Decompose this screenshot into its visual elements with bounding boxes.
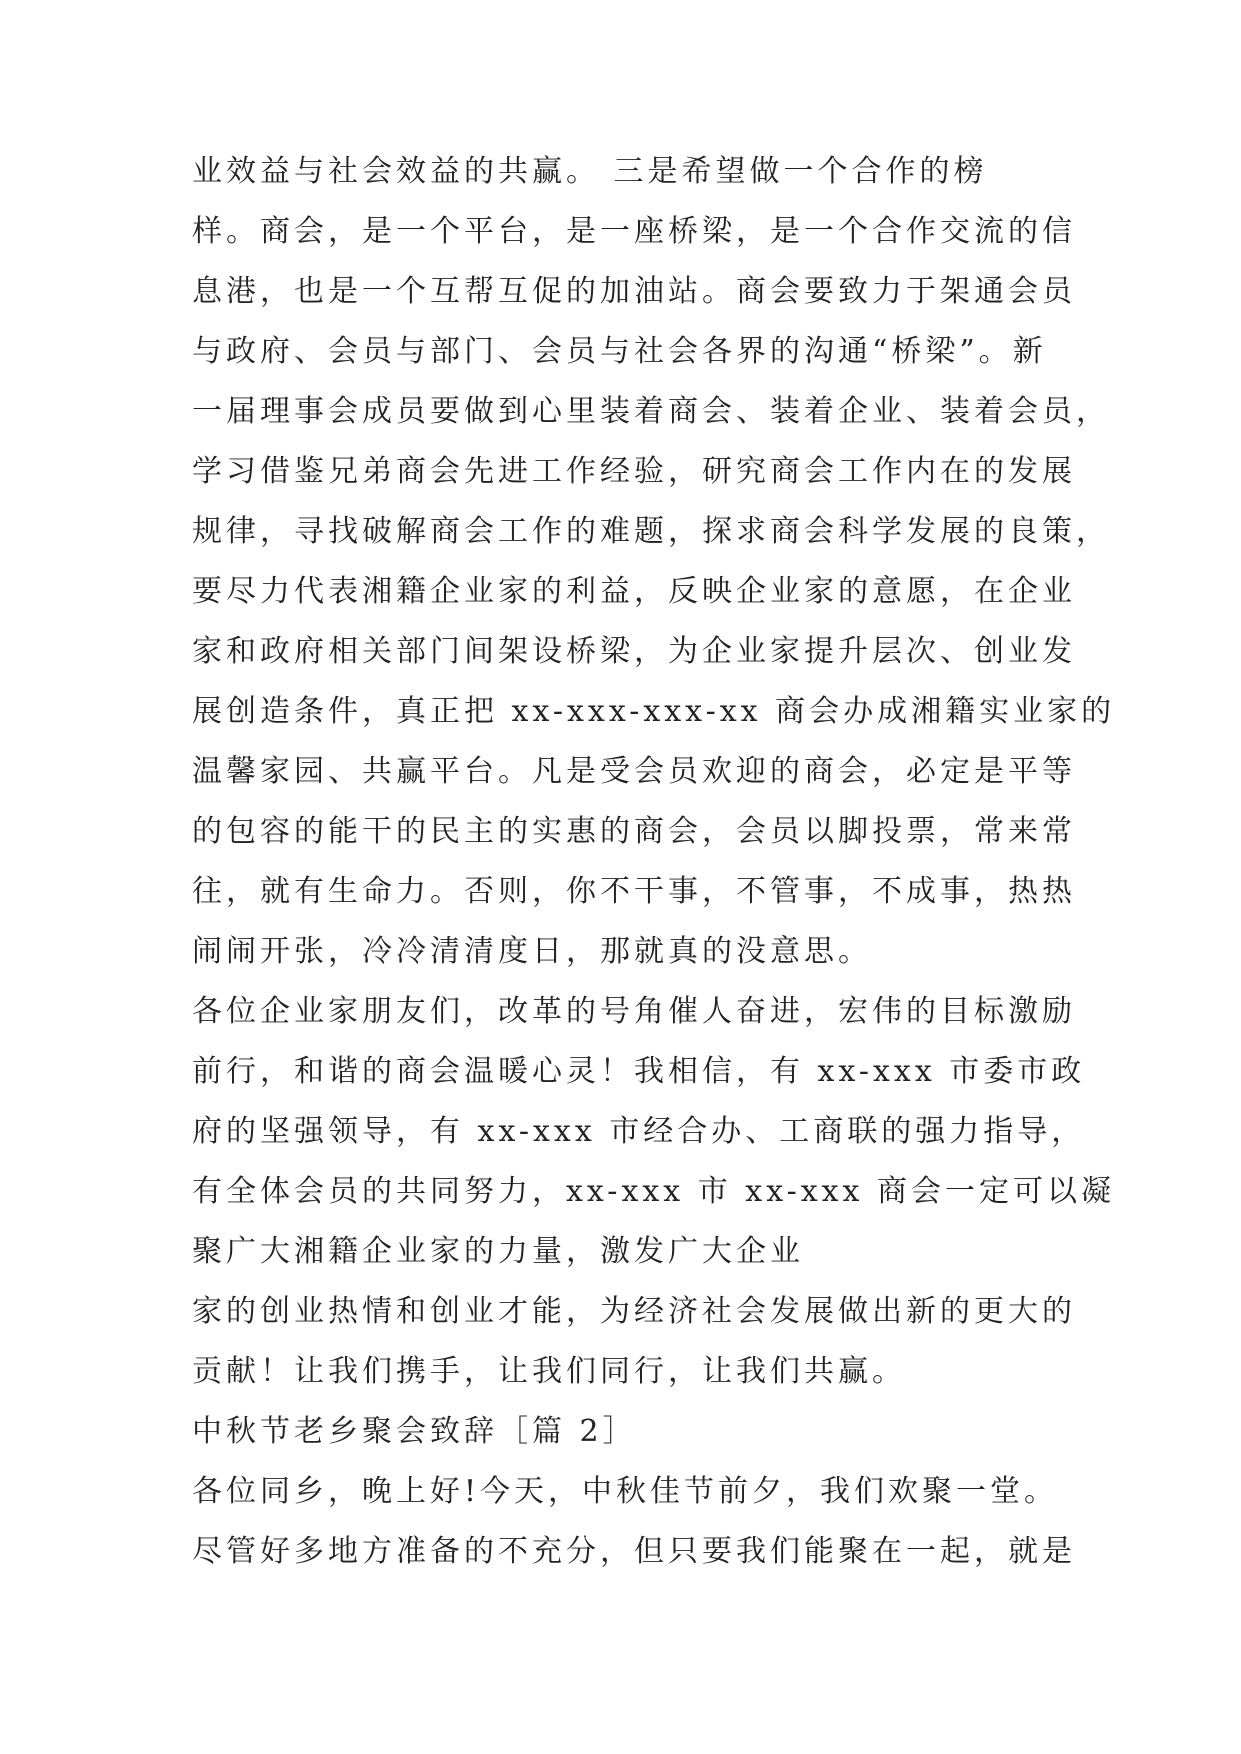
text-line: 各位企业家朋友们，改革的号角催人奋进，宏伟的目标激励 xyxy=(192,994,1076,1029)
text-line: 学习借鉴兄弟商会先进工作经验，研究商会工作内在的发展 xyxy=(192,454,1076,489)
text-line: 各位同乡，晚上好!今天，中秋佳节前夕，我们欢聚一堂。 xyxy=(192,1474,1059,1509)
text-line: 贡献！让我们携手，让我们同行，让我们共赢。 xyxy=(192,1354,906,1389)
text-line: 展创造条件，真正把 xx-xxx-xxx-xx 商会办成湘籍实业家的 xyxy=(192,694,1116,729)
section-heading: 中秋节老乡聚会致辞［篇 2］ xyxy=(192,1414,637,1449)
text-line: 的包容的能干的民主的实惠的商会，会员以脚投票，常来常 xyxy=(192,814,1076,849)
text-line: 前行，和谐的商会温暖心灵！我相信，有 xx-xxx 市委市政 xyxy=(192,1054,1086,1089)
text-line: 聚广大湘籍企业家的力量，激发广大企业 xyxy=(192,1234,804,1269)
text-line: 一届理事会成员要做到心里装着商会、装着企业、装着会员， xyxy=(192,394,1110,429)
text-line: 样。商会，是一个平台，是一座桥梁，是一个合作交流的信 xyxy=(192,214,1076,249)
text-line: 温馨家园、共赢平台。凡是受会员欢迎的商会，必定是平等 xyxy=(192,754,1076,789)
text-line: 有全体会员的共同努力，xx-xxx 市 xx-xxx 商会一定可以凝 xyxy=(192,1174,1116,1209)
text-line: 规律，寻找破解商会工作的难题，探求商会科学发展的良策， xyxy=(192,514,1110,549)
text-line: 要尽力代表湘籍企业家的利益，反映企业家的意愿，在企业 xyxy=(192,574,1076,609)
text-line: 家和政府相关部门间架设桥梁，为企业家提升层次、创业发 xyxy=(192,634,1076,669)
text-line: 闹闹开张，冷冷清清度日，那就真的没意思。 xyxy=(192,934,872,969)
text-line: 尽管好多地方准备的不充分，但只要我们能聚在一起，就是 xyxy=(192,1534,1076,1569)
text-line: 家的创业热情和创业才能，为经济社会发展做出新的更大的 xyxy=(192,1294,1076,1329)
text-line: 往，就有生命力。否则，你不干事，不管事，不成事，热热 xyxy=(192,874,1076,909)
text-line: 息港，也是一个互帮互促的加油站。商会要致力于架通会员 xyxy=(192,274,1076,309)
text-line: 与政府、会员与部门、会员与社会各界的沟通“桥梁”。新 xyxy=(192,334,1047,369)
text-line: 业效益与社会效益的共赢。 三是希望做一个合作的榜 xyxy=(192,154,988,189)
text-line: 府的坚强领导，有 xx-xxx 市经合办、工商联的强力指导， xyxy=(192,1114,1086,1149)
